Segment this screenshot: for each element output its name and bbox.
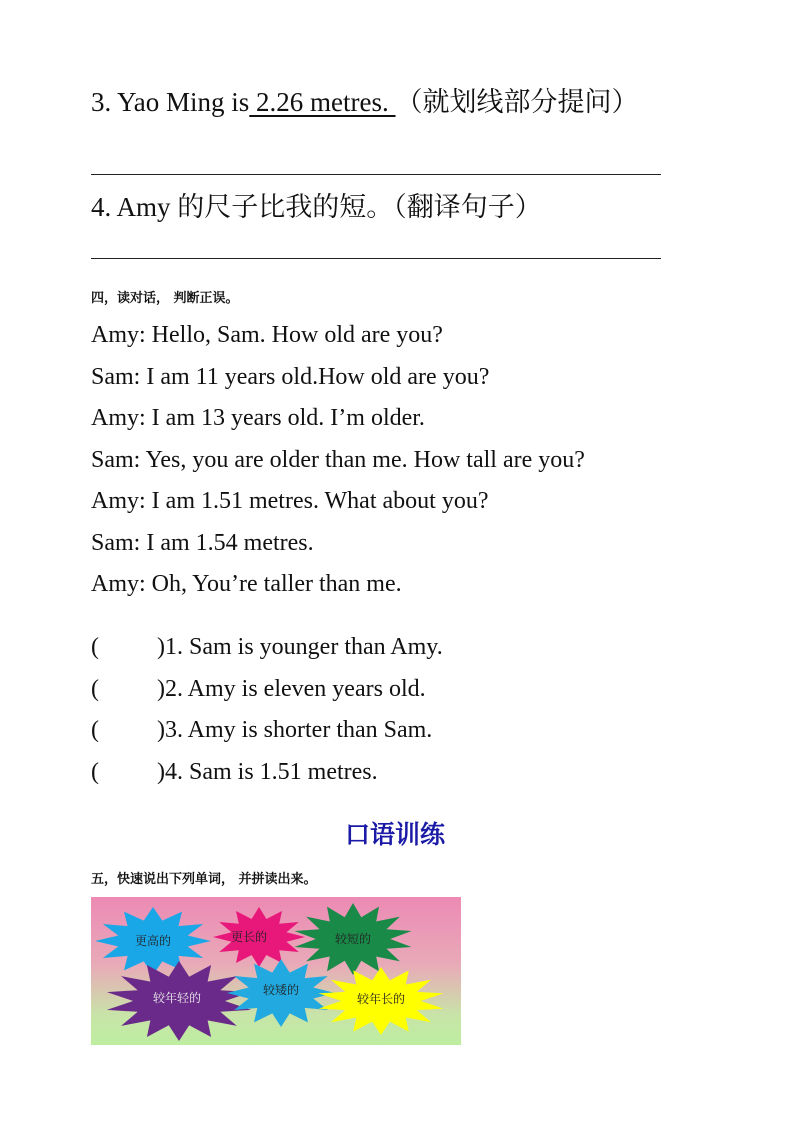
judgement-text: )3. Amy is shorter than Sam. <box>157 717 433 743</box>
word-star-label: 较短的 <box>334 932 372 946</box>
dialogue-line: Amy: I am 1.51 metres. What about you? <box>91 488 489 514</box>
dialogue-line: Sam: I am 1.54 metres. <box>91 530 314 556</box>
answer-bracket[interactable]: ( <box>91 634 99 660</box>
question-3-underlined: 2.26 metres. <box>249 87 396 117</box>
dialogue-line: Amy: I am 13 years old. I’m older. <box>91 405 425 431</box>
question-3-prefix: 3. Yao Ming is <box>91 87 250 117</box>
answer-line-4[interactable] <box>91 258 661 259</box>
question-4: 4. Amy 的尺子比我的短。（翻译句子） <box>91 192 542 222</box>
word-star-panel <box>91 897 461 1045</box>
dialogue-line: Sam: I am 11 years old.How old are you? <box>91 364 490 390</box>
section-5-heading: 五，快速说出下列单词， 并拼读出来。 <box>91 872 317 887</box>
question-3 <box>91 80 639 119</box>
judgement-text: )1. Sam is younger than Amy. <box>157 634 443 660</box>
answer-bracket[interactable]: ( <box>91 676 99 702</box>
section-4-heading: 四，读对话， 判断正误。 <box>91 291 239 306</box>
judgement-item-1[interactable] <box>91 634 443 661</box>
word-star-label: 更长的 <box>230 930 268 944</box>
judgement-text: )2. Amy is eleven years old. <box>157 676 426 702</box>
word-star-label: 较年长的 <box>356 992 406 1006</box>
word-star-label: 更高的 <box>134 934 172 948</box>
judgement-item-3[interactable] <box>91 717 432 744</box>
oral-training-title: 口语训练 <box>345 820 446 849</box>
word-star-graphic <box>91 897 461 1045</box>
judgement-text: )4. Sam is 1.51 metres. <box>157 759 378 785</box>
dialogue-line: Amy: Oh, You’re taller than me. <box>91 571 402 597</box>
dialogue-line: Sam: Yes, you are older than me. How tall are you? <box>91 447 585 473</box>
judgement-item-2[interactable] <box>91 676 426 703</box>
answer-bracket[interactable]: ( <box>91 759 99 785</box>
answer-line-3[interactable] <box>91 174 661 175</box>
judgement-item-4[interactable] <box>91 759 378 786</box>
word-star-label: 较年轻的 <box>152 991 202 1005</box>
dialogue-line: Amy: Hello, Sam. How old are you? <box>91 322 443 348</box>
question-3-suffix: （就划线部分提问） <box>395 87 639 117</box>
word-star-label: 较矮的 <box>262 983 300 997</box>
answer-bracket[interactable]: ( <box>91 717 99 743</box>
